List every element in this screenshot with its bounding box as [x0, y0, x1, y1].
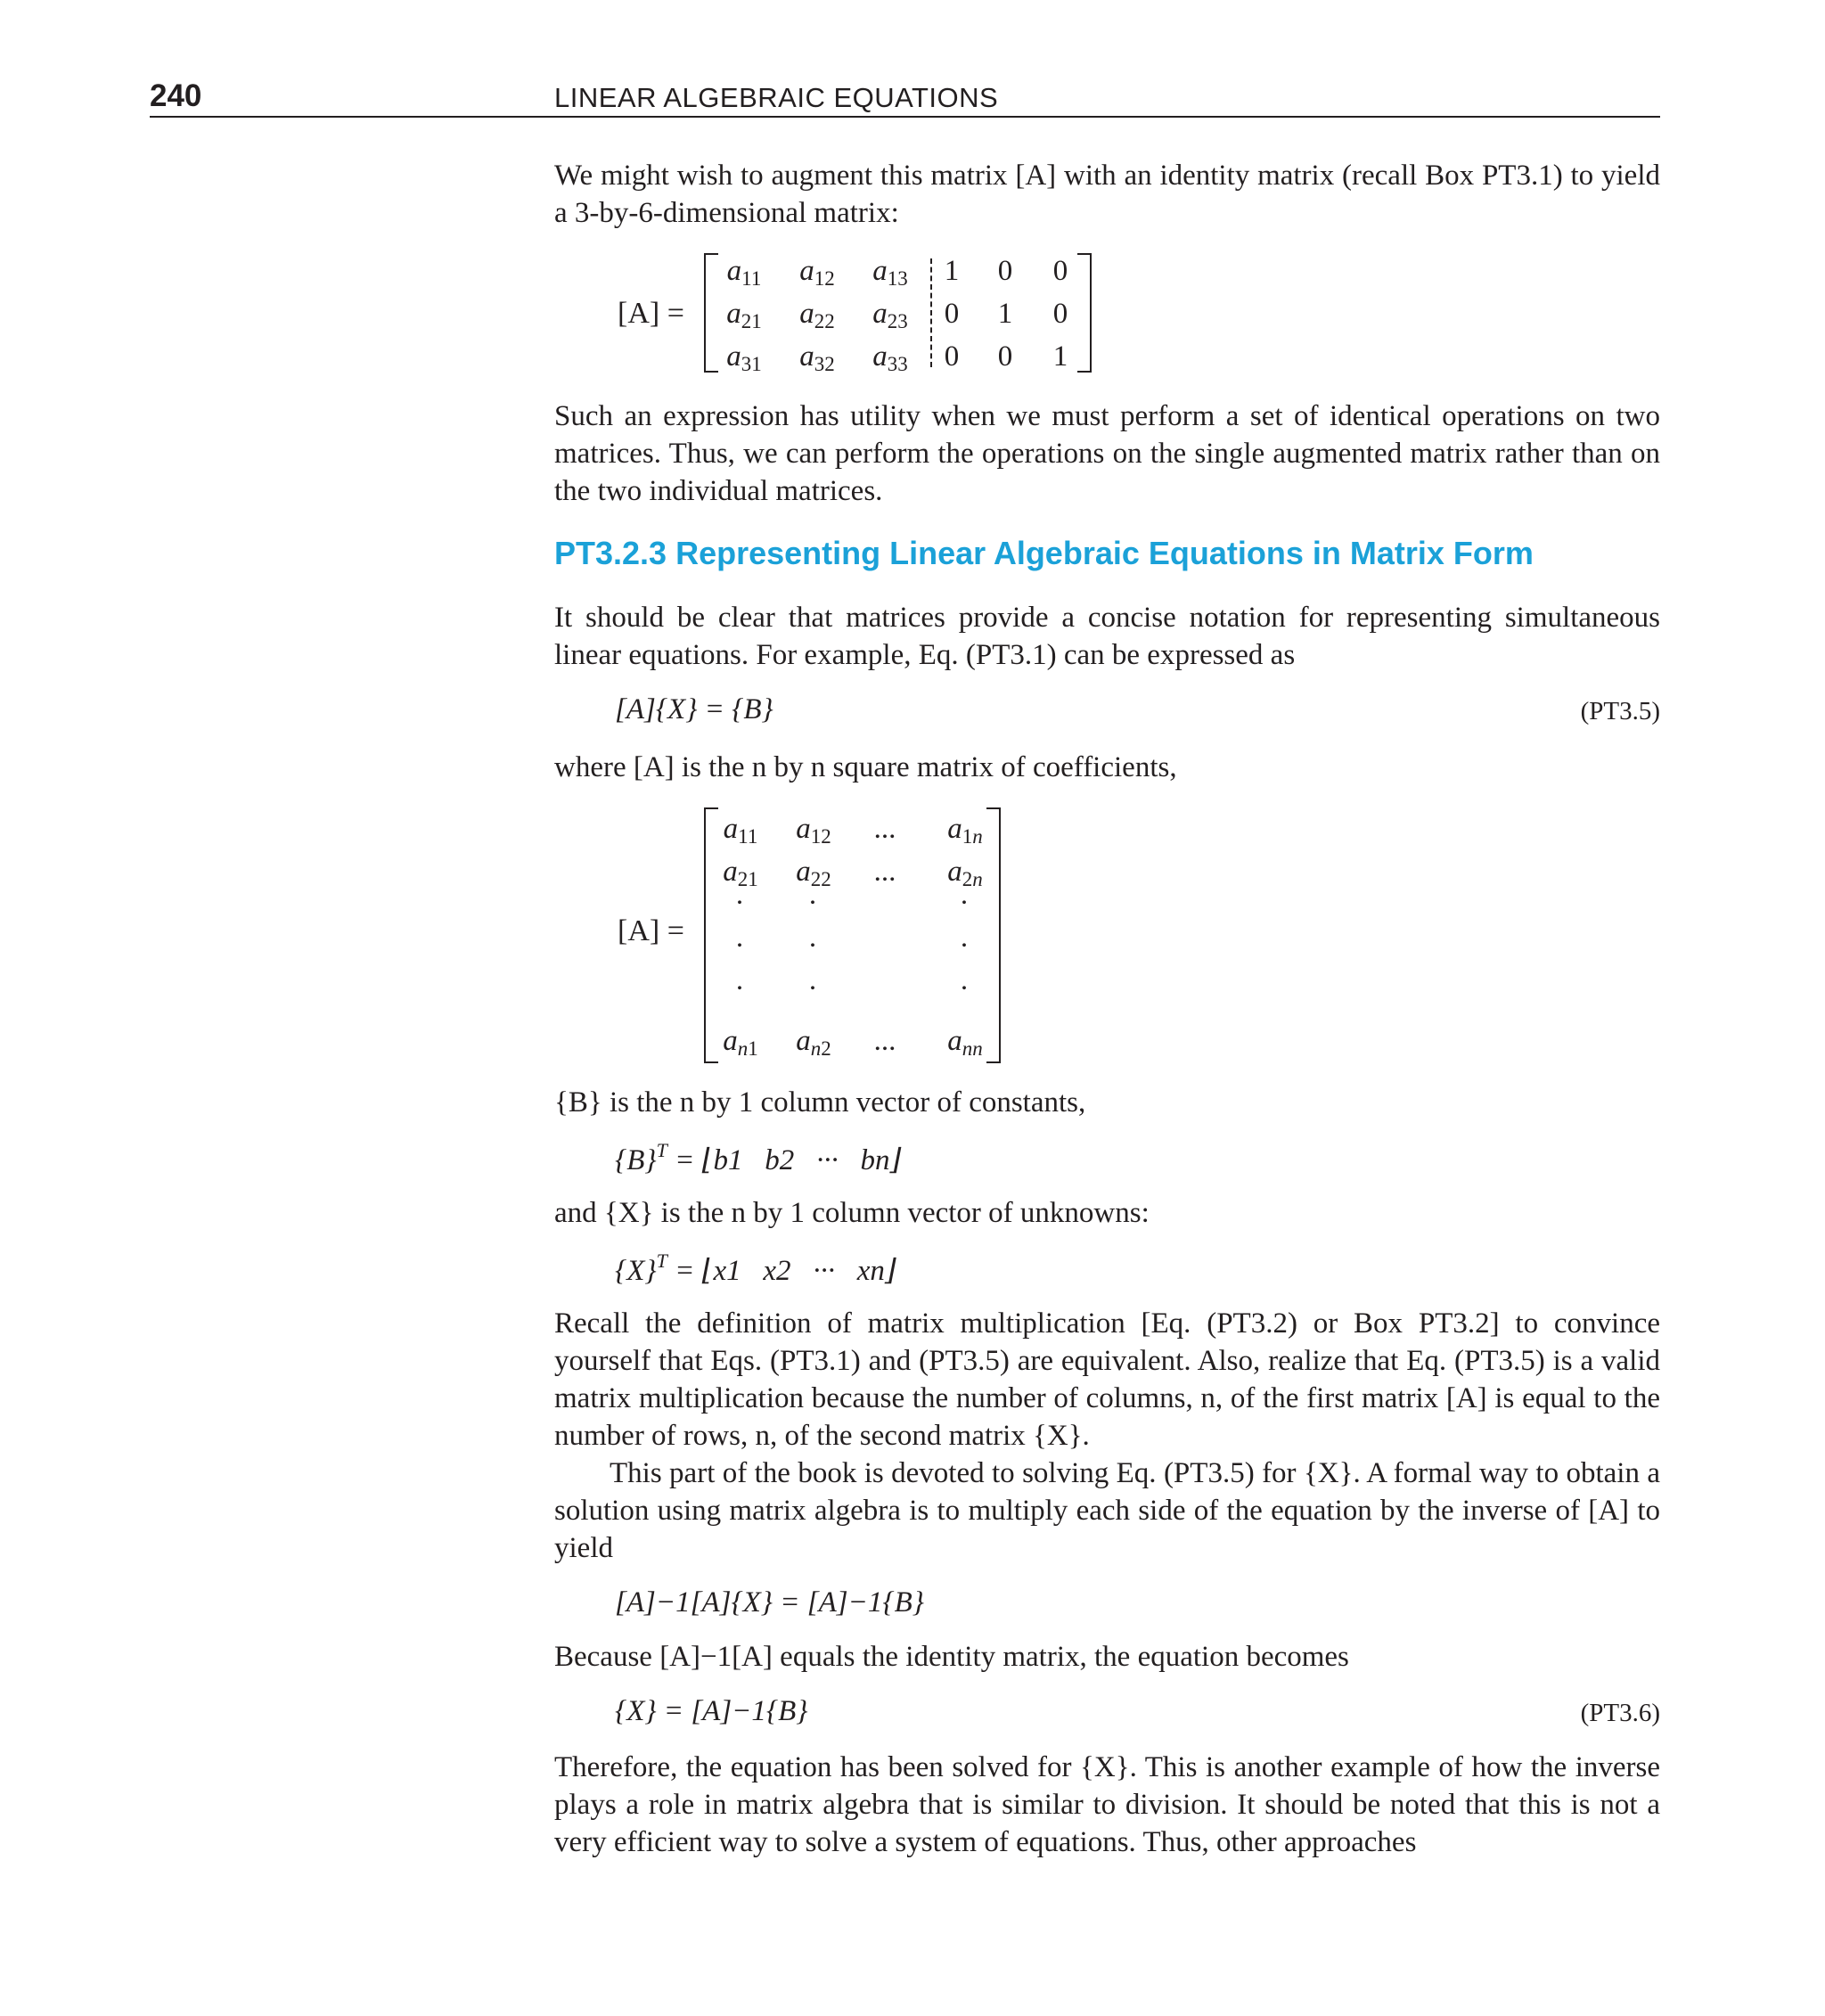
matrix-entry: $a_{12}$ [796, 813, 831, 848]
ellipsis-dot: . [735, 964, 744, 996]
recall-paragraph: Recall the definition of matrix multiplication [Eq. (PT3.2) or Box PT3.2] to convince yourself that Eqs. (PT3.1) and (PT3.5) are equivalent. Also, realize that Eq. (PT3.5) is a valid matrix multiplication because the number of columns, n, of the first matrix [A] is equal to the number of rows, n, of the second matrix {X}. [554, 1307, 1660, 1452]
equation-pt3-6: {X} = [A]−1{B} [615, 1695, 808, 1727]
identity-entry: 0 [944, 340, 960, 373]
b-transpose-rhs: = ⌊b1 b2 ··· bn⌋ [675, 1144, 902, 1176]
running-title: LINEAR ALGEBRAIC EQUATIONS [554, 82, 999, 113]
matrix-entry: $a_{nn}$ [947, 1025, 983, 1060]
matrix-entry: $a_{22}$ [796, 856, 831, 890]
ellipsis-dot: . [735, 922, 744, 954]
b-vector-paragraph: {B} is the n by 1 column vector of constants, [554, 1086, 1086, 1119]
b-transpose-sup: T [656, 1139, 667, 1161]
matrix-entry: $a_{21}$ [723, 856, 758, 890]
matrix-entry: $a_{11}$ [723, 813, 758, 848]
matrix-entry: ... [873, 856, 896, 888]
augmented-coefficient: $a_{11}$ [726, 255, 762, 290]
matrix-notation-paragraph: It should be clear that matrices provide a concise notation for representing simultaneous linear equations. For example, Eq. (PT3.1) can be expressed as [554, 602, 1660, 671]
augmented-matrix-label: [A] = [618, 297, 684, 330]
matrix-entry: ... [873, 813, 896, 845]
ellipsis-dot: . [960, 922, 969, 954]
equation-pt3-5-text: [A]{X} = {B} [615, 693, 773, 725]
x-vector-paragraph: and {X} is the n by 1 column vector of unknowns: [554, 1197, 1150, 1229]
ellipsis-dot: . [960, 964, 969, 996]
ellipsis-dot: . [960, 879, 969, 911]
equation-number-pt3-5: (PT3.5) [1580, 697, 1660, 725]
because-paragraph: Because [A]−1[A] equals the identity matrix, the equation becomes [554, 1641, 1349, 1673]
devoted-paragraph: This part of the book is devoted to solving Eq. (PT3.5) for {X}. A formal way to obtain a solution using matrix algebra is to multiply each side of the equation by the inverse of [A] to yield [554, 1457, 1660, 1564]
equation-number-pt3-6: (PT3.6) [1580, 1699, 1660, 1727]
identity-entry: 0 [944, 298, 960, 330]
header-rule [150, 116, 1660, 118]
augmented-coefficient: $a_{31}$ [726, 340, 762, 375]
b-transpose-lhs: {B} [615, 1144, 657, 1176]
augmented-divider [930, 258, 932, 367]
section-heading: PT3.2.3 Representing Linear Algebraic Equations in Matrix Form [554, 535, 1534, 571]
matrix-entry: $a_{2n}$ [947, 856, 983, 890]
augmented-coefficient: $a_{23}$ [872, 298, 908, 332]
coefficient-matrix-label: [A] = [618, 914, 684, 947]
augmented-coefficient: $a_{33}$ [872, 340, 908, 375]
ellipsis-dot: . [808, 879, 817, 911]
x-transpose-lhs: {X} [615, 1255, 657, 1287]
ellipsis-dot: . [735, 879, 744, 911]
equation-b-transpose [615, 1139, 901, 1177]
ellipsis-dot: . [808, 922, 817, 954]
augmented-coefficient: $a_{32}$ [799, 340, 835, 375]
equation-x-transpose [615, 1250, 896, 1288]
page-number: 240 [150, 78, 202, 113]
intro-paragraph: We might wish to augment this matrix [A] with an identity matrix (recall Box PT3.1) to yield a 3-by-6-dimensional matrix: [554, 160, 1660, 229]
augmented-coefficient: $a_{22}$ [799, 298, 835, 332]
augmented-coefficient: $a_{21}$ [726, 298, 762, 332]
ellipsis-dot: . [808, 964, 817, 996]
augmented-right-bracket [1077, 253, 1092, 373]
identity-entry: 1 [1052, 340, 1068, 373]
matrix-entry: $a_{n1}$ [723, 1025, 758, 1060]
equation-pt3-5 [615, 693, 773, 726]
identity-entry: 1 [997, 298, 1013, 330]
augmented-coefficient: $a_{12}$ [799, 255, 835, 290]
augmented-coefficient: $a_{13}$ [872, 255, 908, 290]
identity-entry: 0 [997, 340, 1013, 373]
identity-entry: 1 [944, 255, 960, 287]
matrix-entry: $a_{1n}$ [947, 813, 983, 848]
x-transpose-rhs: = ⌊x1 x2 ··· xn⌋ [675, 1255, 896, 1287]
identity-entry: 0 [1052, 255, 1068, 287]
matrix-entry: $a_{n2}$ [796, 1025, 831, 1060]
equation-inverse: [A]−1[A]{X} = [A]−1{B} [615, 1586, 924, 1619]
utility-paragraph: Such an expression has utility when we must perform a set of identical operations on two matrices. Thus, we can perform the operations on the single augmented matrix rather than on the two individual matrices. [554, 400, 1660, 507]
identity-entry: 0 [997, 255, 1013, 287]
where-paragraph: where [A] is the n by n square matrix of coefficients, [554, 751, 1177, 783]
identity-entry: 0 [1052, 298, 1068, 330]
therefore-paragraph: Therefore, the equation has been solved for {X}. This is another example of how the inverse plays a role in matrix algebra that is similar to division. It should be noted that this is not a very efficient way to solve a system of equations. Thus, other approaches [554, 1751, 1660, 1858]
x-transpose-sup: T [656, 1250, 667, 1272]
matrix-entry: ... [873, 1025, 896, 1057]
